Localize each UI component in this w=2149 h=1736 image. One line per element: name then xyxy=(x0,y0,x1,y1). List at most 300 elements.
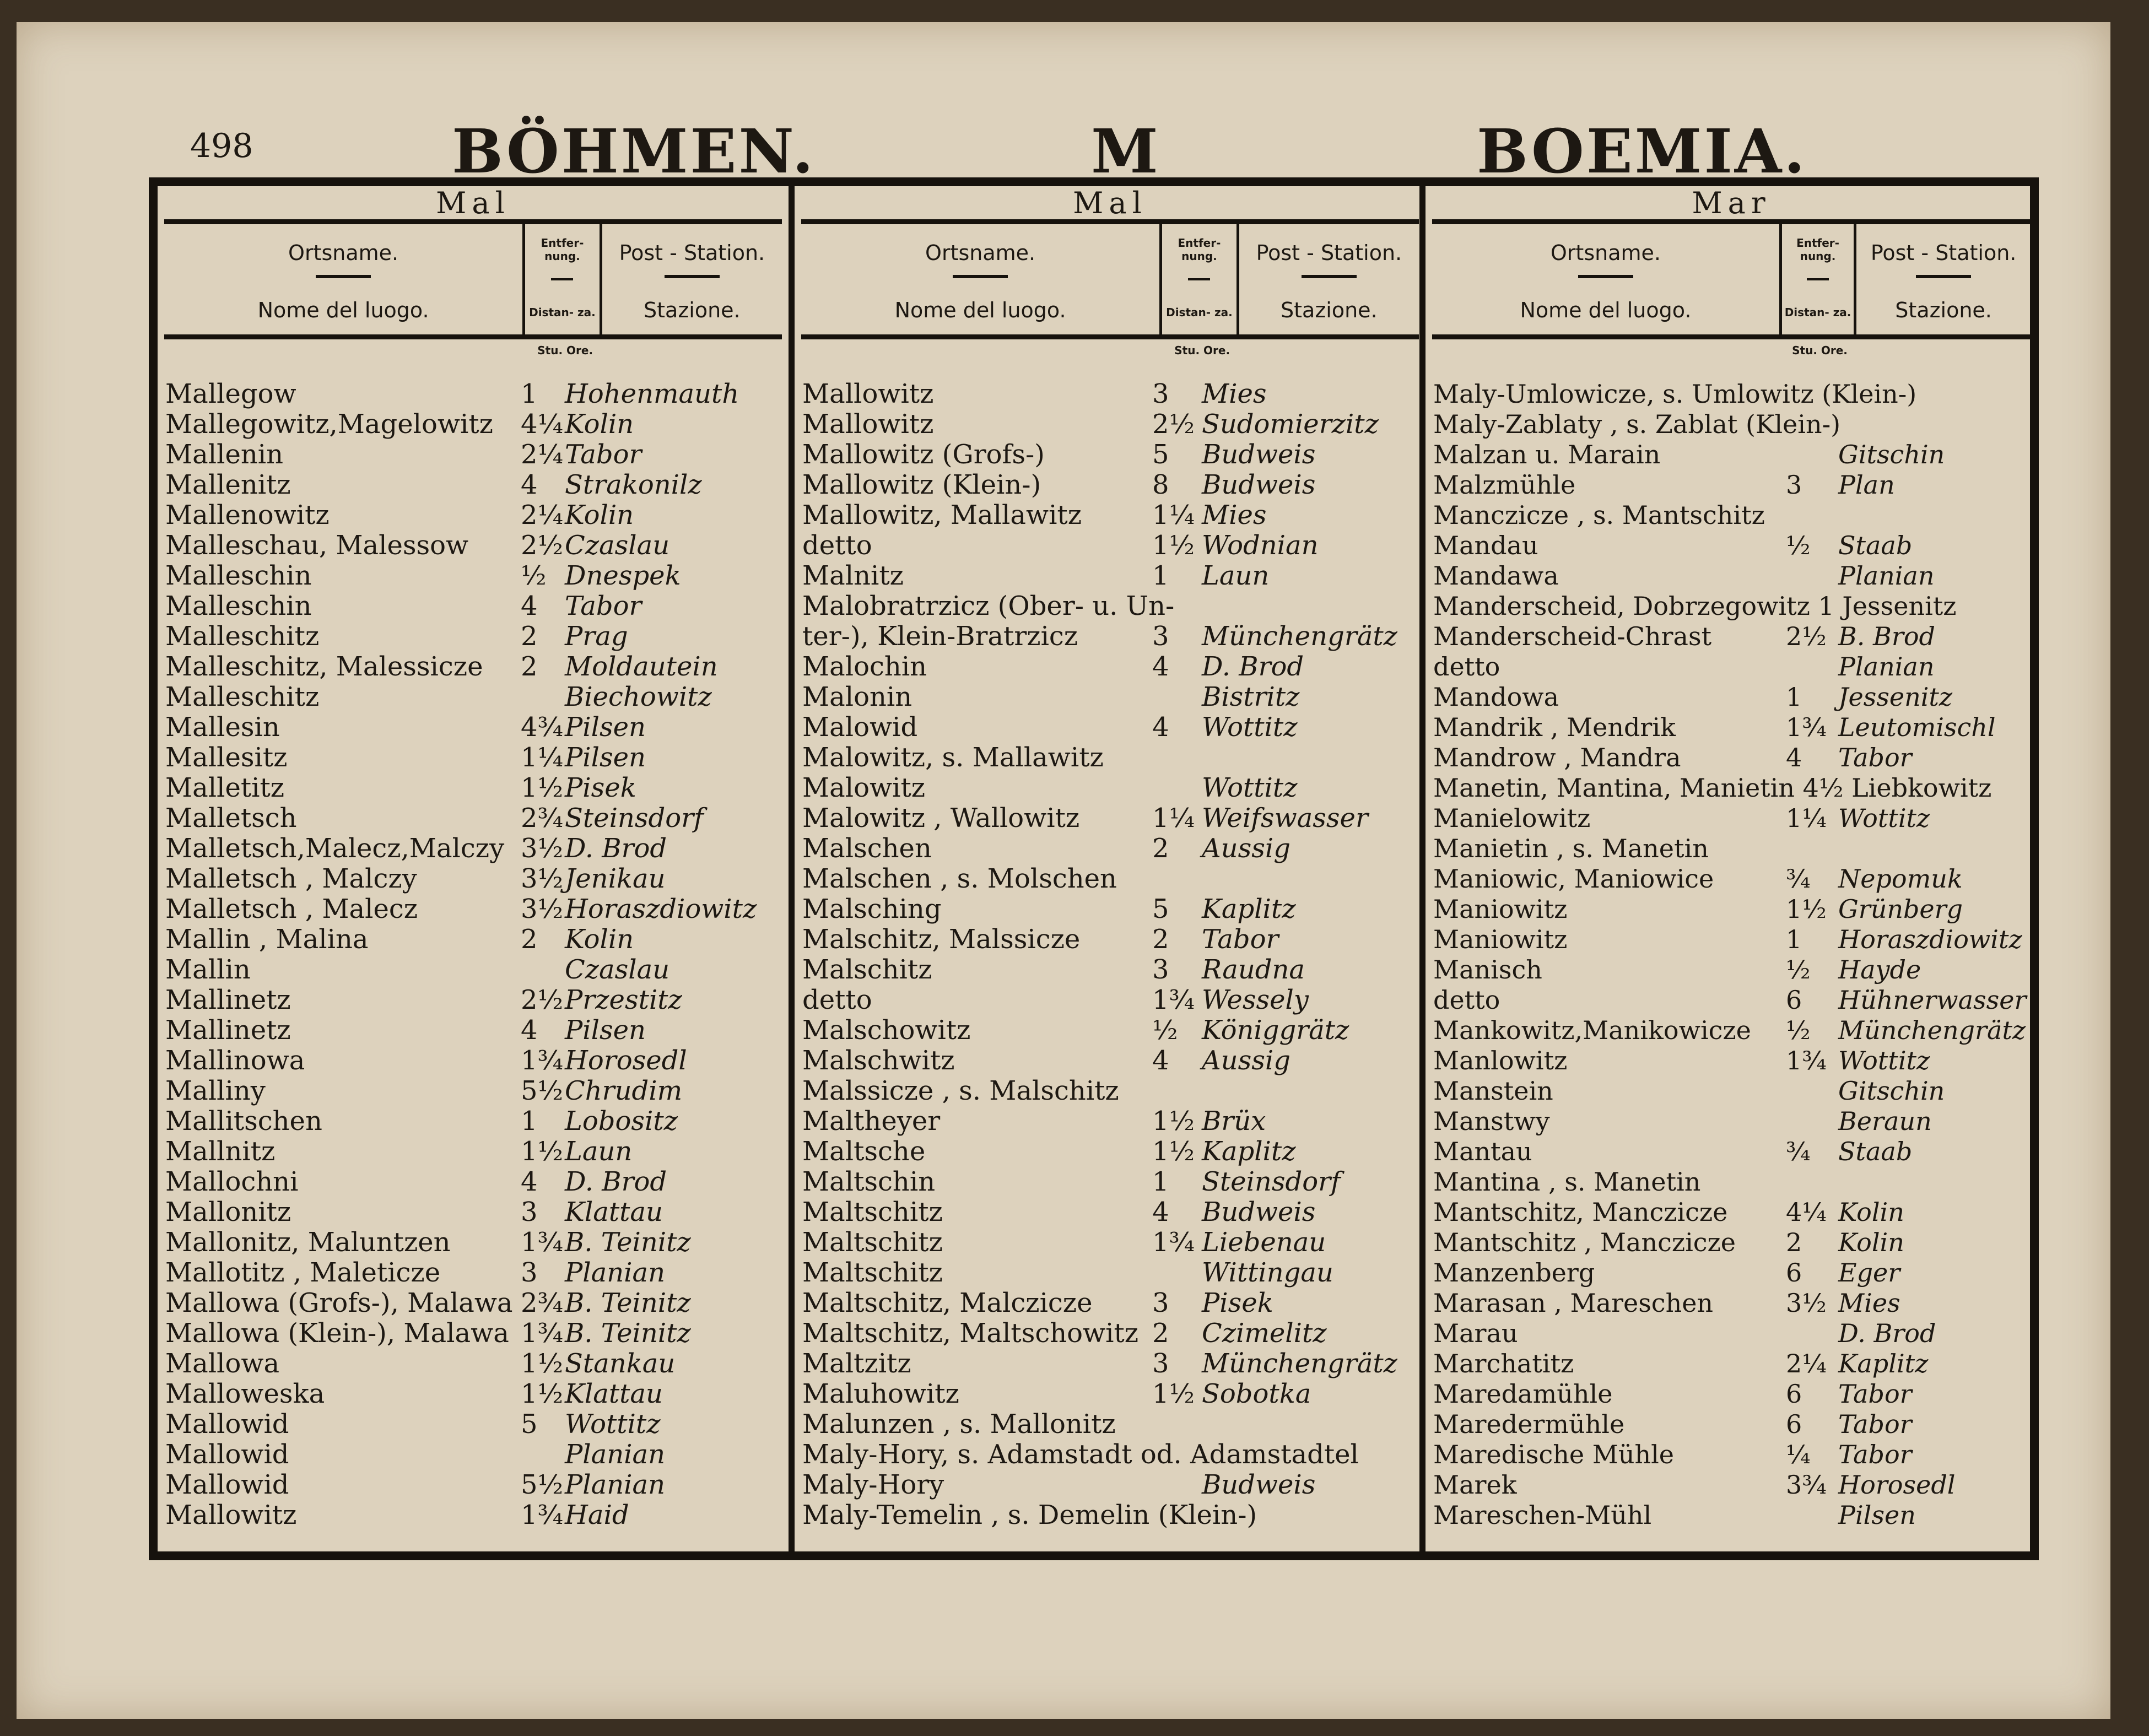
distance: 3 xyxy=(521,1257,538,1288)
entry-list xyxy=(795,379,1426,1531)
place-name: Malssicze , s. Malschitz xyxy=(802,1075,1119,1106)
place-name: Malleschin xyxy=(165,591,312,621)
place-name: Mallochni xyxy=(165,1166,299,1197)
list-item xyxy=(1433,1470,2037,1500)
list-item xyxy=(1433,1349,2037,1379)
place-name: Maltsche xyxy=(802,1136,926,1167)
column-2 xyxy=(789,186,1426,1551)
list-item xyxy=(165,894,789,924)
list-item xyxy=(802,500,1426,531)
distanza-label: Distan- za. xyxy=(529,306,596,319)
place-name: Mallowitz xyxy=(802,378,934,409)
distance: 3½ xyxy=(1786,1288,1827,1318)
post-station: Budweis xyxy=(1202,469,1316,500)
distance: 1¾ xyxy=(1786,1046,1827,1075)
place-name: Mallitschen xyxy=(165,1106,322,1137)
distance: 4 xyxy=(1152,712,1169,743)
post-station: Pisek xyxy=(1202,1288,1273,1318)
post-station: Klattau xyxy=(565,1378,663,1409)
distance: 1¾ xyxy=(1152,985,1195,1015)
post-station: Bistritz xyxy=(1202,682,1300,712)
list-item xyxy=(1433,500,2037,531)
post-station: Wottitz xyxy=(1838,1046,1930,1075)
list-item xyxy=(802,924,1426,955)
post-station: Tabor xyxy=(1202,924,1279,955)
post-station: D. Brod xyxy=(1838,1318,1936,1348)
list-item xyxy=(802,1258,1426,1288)
distance: 3 xyxy=(521,1197,538,1227)
distance-header xyxy=(1159,224,1239,334)
place-name: Maly-Zablaty , s. Zablat (Klein-) xyxy=(1433,409,1841,439)
post-station: Leutomischl xyxy=(1838,712,1996,742)
list-item xyxy=(802,1076,1426,1106)
distance: ½ xyxy=(1152,1015,1178,1046)
stazione-label: Stazione. xyxy=(644,298,741,322)
list-item xyxy=(1433,1440,2037,1470)
post-station: Grünberg xyxy=(1838,894,1963,924)
distanza-label: Distan- za. xyxy=(1784,306,1851,319)
place-name: Malleschau, Malessow xyxy=(165,530,469,561)
distance: 6 xyxy=(1786,1379,1802,1409)
list-item xyxy=(802,1379,1426,1409)
distance: 3½ xyxy=(521,894,564,924)
list-item xyxy=(1433,379,2037,409)
place-name: Maltschitz, Maltschowitz xyxy=(802,1318,1139,1349)
post-station: Wessely xyxy=(1202,985,1309,1015)
list-item xyxy=(1433,1167,2037,1197)
post-station: Przestitz xyxy=(565,985,682,1015)
place-name: Manielowitz xyxy=(1433,803,1591,833)
place-name: Maltschitz xyxy=(802,1227,943,1258)
list-item xyxy=(802,1137,1426,1167)
post-station: Weifswasser xyxy=(1202,803,1368,834)
place-name: Mallowid xyxy=(165,1469,289,1500)
post-station: Horosedl xyxy=(565,1045,687,1076)
place-name: Malowitz , Wallowitz xyxy=(802,803,1080,834)
list-item xyxy=(802,470,1426,500)
distance: 2 xyxy=(1786,1227,1802,1257)
post-station: Wodnian xyxy=(1202,530,1319,561)
post-station: Tabor xyxy=(565,439,642,470)
list-item xyxy=(1433,1288,2037,1318)
list-item xyxy=(165,1409,789,1440)
distance: 1½ xyxy=(1152,530,1195,561)
place-name: Mallonitz xyxy=(165,1197,291,1227)
list-item xyxy=(165,1137,789,1167)
place-name: Maltschitz xyxy=(802,1257,943,1288)
distance: 2 xyxy=(1152,1318,1169,1349)
place-name: Malloweska xyxy=(165,1378,325,1409)
post-station: Wottitz xyxy=(1838,803,1930,833)
post-station: Steinsdorf xyxy=(1202,1166,1341,1197)
list-item xyxy=(1433,531,2037,561)
list-item xyxy=(165,1015,789,1046)
list-item xyxy=(165,1318,789,1349)
column-head: Mar xyxy=(1432,186,2031,224)
list-item xyxy=(802,955,1426,985)
entfernung-label: Entfer- nung. xyxy=(1178,236,1221,263)
place-name: Manczicze , s. Mantschitz xyxy=(1433,500,1765,530)
distance-header xyxy=(1779,224,1856,334)
post-station: Planian xyxy=(1838,561,1935,591)
place-name: Mantau xyxy=(1433,1137,1532,1166)
post-station: Planian xyxy=(565,1439,666,1470)
place-name: Manetin, Mantina, Manietin 4½ Liebkowitz xyxy=(1433,773,1992,803)
list-item xyxy=(802,1227,1426,1258)
distance: 4¼ xyxy=(521,409,564,440)
list-item xyxy=(1433,1379,2037,1409)
post-station: Budweis xyxy=(1202,439,1316,470)
units-label: Stu. Ore. xyxy=(1174,344,1230,357)
post-station: Tabor xyxy=(1838,743,1912,772)
list-item xyxy=(1433,894,2037,924)
list-item xyxy=(165,621,789,652)
list-item xyxy=(1433,440,2037,470)
divider xyxy=(316,275,371,278)
distance: 1 xyxy=(1152,1166,1169,1197)
post-station: Staab xyxy=(1838,531,1913,560)
place-name: detto xyxy=(802,985,872,1015)
post-station: Eger xyxy=(1838,1258,1900,1288)
post-station: Dnespek xyxy=(565,560,681,591)
post-station: Horosedl xyxy=(1838,1470,1956,1500)
ortsname-label: Ortsname. xyxy=(925,241,1036,265)
place-name: Manzenberg xyxy=(1433,1258,1595,1288)
stazione-label: Stazione. xyxy=(1281,298,1378,322)
list-item xyxy=(1433,591,2037,621)
post-station: Staab xyxy=(1838,1137,1913,1166)
post-station: Tabor xyxy=(565,591,642,621)
place-name: Malobratrzicz (Ober- u. Un- xyxy=(802,591,1175,621)
entry-list xyxy=(158,379,789,1531)
divider xyxy=(953,275,1008,278)
post-station: Tabor xyxy=(1838,1409,1912,1439)
place-name: Mallegow xyxy=(165,378,296,409)
distance: 4 xyxy=(521,1015,538,1046)
place-name: Maly-Umlowicze, s. Umlowitz (Klein-) xyxy=(1433,379,1917,409)
distance: 6 xyxy=(1786,1409,1802,1439)
place-name: Maredische Mühle xyxy=(1433,1440,1675,1469)
stazione-label: Stazione. xyxy=(1895,298,1992,322)
ortsname-header xyxy=(801,224,1159,334)
place-name: Mallegowitz,Magelowitz xyxy=(165,409,493,440)
nome-label: Nome del luogo. xyxy=(1520,298,1692,322)
post-station: Brüx xyxy=(1202,1106,1266,1137)
place-name: Mallowitz xyxy=(802,409,934,440)
distance: 1¾ xyxy=(521,1227,564,1258)
distance: 5 xyxy=(521,1409,538,1440)
list-item xyxy=(165,500,789,531)
distance: 1½ xyxy=(1152,1106,1195,1137)
place-name: Malleschitz, Malessicze xyxy=(165,651,483,682)
header-left: BÖHMEN. xyxy=(452,116,816,187)
post-station: Planian xyxy=(565,1469,666,1500)
post-header xyxy=(1856,224,2031,334)
post-station: B. Teinitz xyxy=(565,1227,691,1258)
list-item xyxy=(1433,743,2037,773)
distance: 1 xyxy=(521,378,538,409)
list-item xyxy=(165,1106,789,1137)
list-item xyxy=(165,1167,789,1197)
list-item xyxy=(802,1349,1426,1379)
distance: 2¾ xyxy=(521,1288,564,1318)
list-item xyxy=(165,1076,789,1106)
post-station: Pisek xyxy=(565,772,636,803)
place-name: Manisch xyxy=(1433,955,1542,985)
post-station: Kaplitz xyxy=(1838,1349,1929,1378)
post-station: Pilsen xyxy=(565,712,646,743)
place-name: Malowid xyxy=(802,712,918,743)
place-name: Malletsch , Malecz xyxy=(165,894,418,924)
distance: 2 xyxy=(521,924,538,955)
post-station: Pilsen xyxy=(1838,1500,1916,1530)
distance: 4¾ xyxy=(521,712,564,743)
distance: ½ xyxy=(1786,955,1811,985)
place-name: Maly-Hory xyxy=(802,1469,944,1500)
list-item xyxy=(1433,1046,2037,1076)
distance: 1 xyxy=(521,1106,538,1137)
list-item xyxy=(802,1470,1426,1500)
list-item xyxy=(802,834,1426,864)
distance: ¾ xyxy=(1786,1137,1811,1166)
post-station: Aussig xyxy=(1202,833,1291,864)
place-name: Manietin , s. Manetin xyxy=(1433,834,1709,863)
post-header xyxy=(1239,224,1419,334)
list-item xyxy=(1433,1076,2037,1106)
distance: 2¼ xyxy=(1786,1349,1827,1378)
list-item xyxy=(802,440,1426,470)
distance: 1½ xyxy=(521,1378,564,1409)
post-label: Post - Station. xyxy=(619,241,765,265)
distance: 2¾ xyxy=(521,803,564,834)
post-station: D. Brod xyxy=(1202,651,1304,682)
column-subheader xyxy=(164,224,782,339)
place-name: Malletsch xyxy=(165,803,297,834)
place-name: Mallin , Malina xyxy=(165,924,369,955)
list-item xyxy=(165,1258,789,1288)
distance: 4 xyxy=(1152,1197,1169,1227)
distance: 1¾ xyxy=(1152,1227,1195,1258)
list-item xyxy=(1433,1500,2037,1531)
post-station: Klattau xyxy=(565,1197,663,1227)
divider xyxy=(665,275,720,278)
list-item xyxy=(1433,1015,2037,1046)
list-item xyxy=(802,621,1426,652)
place-name: Mallinowa xyxy=(165,1045,305,1076)
post-station: B. Brod xyxy=(1838,621,1935,651)
post-station: Liebenau xyxy=(1202,1227,1326,1258)
post-header xyxy=(602,224,782,334)
place-name: Maltzitz xyxy=(802,1348,911,1379)
post-station: Sudomierzitz xyxy=(1202,409,1379,440)
distance: 2½ xyxy=(1786,621,1827,651)
post-station: Königgrätz xyxy=(1202,1015,1349,1046)
place-name: Malleschitz xyxy=(165,682,320,712)
distance: 3¾ xyxy=(1786,1470,1827,1500)
place-name: Mallowid xyxy=(165,1409,289,1440)
list-item xyxy=(802,894,1426,924)
list-item xyxy=(165,1197,789,1227)
post-station: Hohenmauth xyxy=(565,378,739,409)
place-name: Manlowitz xyxy=(1433,1046,1568,1075)
place-name: Malliny xyxy=(165,1075,266,1106)
post-station: Hühnerwasser xyxy=(1838,985,2027,1015)
list-item xyxy=(802,712,1426,743)
post-station: Laun xyxy=(565,1136,633,1167)
place-name: Mantina , s. Manetin xyxy=(1433,1167,1701,1197)
distance: 4 xyxy=(1152,1045,1169,1076)
place-name: Marasan , Mareschen xyxy=(1433,1288,1714,1318)
post-station: Sobotka xyxy=(1202,1378,1311,1409)
distance: 2 xyxy=(521,621,538,652)
place-name: Maredamühle xyxy=(1433,1379,1613,1409)
place-name: Mallesitz xyxy=(165,742,288,773)
column-head: Mal xyxy=(801,186,1419,224)
list-item xyxy=(802,652,1426,682)
list-item xyxy=(802,1106,1426,1137)
list-item xyxy=(1433,1197,2037,1227)
post-station: Czimelitz xyxy=(1202,1318,1327,1349)
place-name: Mallinetz xyxy=(165,1015,291,1046)
divider xyxy=(1578,275,1633,278)
place-name: Maluhowitz xyxy=(802,1378,959,1409)
post-station: Horaszdiowitz xyxy=(565,894,757,924)
place-name: Malleschin xyxy=(165,560,312,591)
place-name: Mallowitz (Klein-) xyxy=(802,469,1041,500)
list-item xyxy=(802,1440,1426,1470)
distance: ½ xyxy=(521,560,547,591)
post-station: Kolin xyxy=(565,409,634,440)
nome-label: Nome del luogo. xyxy=(257,298,429,322)
list-item xyxy=(802,591,1426,621)
place-name: Malschitz, Malssicze xyxy=(802,924,1081,955)
post-station: Pilsen xyxy=(565,742,646,773)
entfernung-label: Entfer- nung. xyxy=(541,236,584,263)
distance: 2 xyxy=(1152,924,1169,955)
post-label: Post - Station. xyxy=(1870,241,2017,265)
post-station: Plan xyxy=(1838,470,1895,500)
ortsname-header xyxy=(1432,224,1779,334)
list-item xyxy=(802,1167,1426,1197)
post-station: Wottitz xyxy=(565,1409,661,1440)
place-name: Mantschitz , Manczicze xyxy=(1433,1227,1736,1257)
post-station: Nepomuk xyxy=(1838,864,1963,894)
list-item xyxy=(802,1046,1426,1076)
post-label: Post - Station. xyxy=(1256,241,1402,265)
distanza-label: Distan- za. xyxy=(1166,306,1233,319)
distance: 3 xyxy=(1152,1288,1169,1318)
distance: 1 xyxy=(1152,560,1169,591)
place-name: Malsching xyxy=(802,894,942,924)
distance: 4 xyxy=(1152,651,1169,682)
distance: 1½ xyxy=(1152,1136,1195,1167)
list-item xyxy=(802,1288,1426,1318)
distance: 3 xyxy=(1152,378,1169,409)
distance: ¼ xyxy=(1786,1440,1811,1469)
place-name: Mallesin xyxy=(165,712,280,743)
list-item xyxy=(165,1440,789,1470)
place-name: Mandowa xyxy=(1433,682,1559,712)
list-item xyxy=(802,1318,1426,1349)
place-name: Malonin xyxy=(802,682,912,712)
place-name: Manderscheid-Chrast xyxy=(1433,621,1712,651)
place-name: detto xyxy=(1433,652,1500,682)
ortsname-label: Ortsname. xyxy=(288,241,399,265)
list-item xyxy=(165,712,789,743)
distance: 2½ xyxy=(521,530,564,561)
post-station: Münchengrätz xyxy=(1838,1015,2026,1045)
place-name: Mallowitz, Mallawitz xyxy=(802,500,1082,531)
post-station: Wottitz xyxy=(1202,772,1298,803)
list-item xyxy=(1433,924,2037,955)
place-name: Malnitz xyxy=(802,560,904,591)
list-item xyxy=(165,985,789,1015)
list-item xyxy=(165,1500,789,1531)
post-station: Kolin xyxy=(565,500,634,531)
distance: 4 xyxy=(521,469,538,500)
post-station: Mies xyxy=(1202,378,1267,409)
distance: 3½ xyxy=(521,833,564,864)
column-subheader xyxy=(1432,224,2031,339)
place-name: Mallowa (Klein-), Malawa xyxy=(165,1318,509,1349)
distance: ¾ xyxy=(1786,864,1811,894)
list-item xyxy=(1433,682,2037,712)
place-name: Maniowic, Maniowice xyxy=(1433,864,1714,894)
distance: 3 xyxy=(1786,470,1802,500)
distance: 1¾ xyxy=(521,1045,564,1076)
directory-table xyxy=(149,177,2039,1560)
list-item xyxy=(1433,803,2037,834)
list-item xyxy=(1433,621,2037,652)
page-number: 498 xyxy=(190,127,253,165)
list-item xyxy=(802,561,1426,591)
distance: 6 xyxy=(1786,985,1802,1015)
list-item xyxy=(165,955,789,985)
list-item xyxy=(1433,1409,2037,1440)
list-item xyxy=(165,743,789,773)
entfernung-label: Entfer- nung. xyxy=(1796,236,1839,263)
place-name: Malzmühle xyxy=(1433,470,1576,500)
header-center: M xyxy=(1091,116,1160,187)
distance: 2¼ xyxy=(521,500,564,531)
list-item xyxy=(165,531,789,561)
post-station: B. Teinitz xyxy=(565,1318,691,1349)
place-name: Marchatitz xyxy=(1433,1349,1574,1378)
place-name: Mallotitz , Maleticze xyxy=(165,1257,441,1288)
divider xyxy=(1188,278,1210,280)
post-station: Laun xyxy=(1202,560,1270,591)
post-station: Münchengrätz xyxy=(1202,621,1397,652)
post-station: Jenikau xyxy=(565,863,666,894)
distance: 5 xyxy=(1152,894,1169,924)
place-name: Malschwitz xyxy=(802,1045,955,1076)
list-item xyxy=(165,561,789,591)
distance-header xyxy=(522,224,602,334)
units-label: Stu. Ore. xyxy=(1792,344,1848,357)
distance: 1 xyxy=(1786,682,1802,712)
distance: 6 xyxy=(1786,1258,1802,1288)
place-name: Malunzen , s. Mallonitz xyxy=(802,1409,1116,1440)
place-name: Mankowitz,Manikowicze xyxy=(1433,1015,1751,1045)
place-name: Maltheyer xyxy=(802,1106,941,1137)
distance: 1¾ xyxy=(1786,712,1827,742)
post-station: D. Brod xyxy=(565,833,667,864)
list-item xyxy=(802,743,1426,773)
header-right: BOEMIA. xyxy=(1477,116,1807,187)
distance: 2 xyxy=(1152,833,1169,864)
distance: 3 xyxy=(1152,621,1169,652)
place-name: Malschowitz xyxy=(802,1015,971,1046)
